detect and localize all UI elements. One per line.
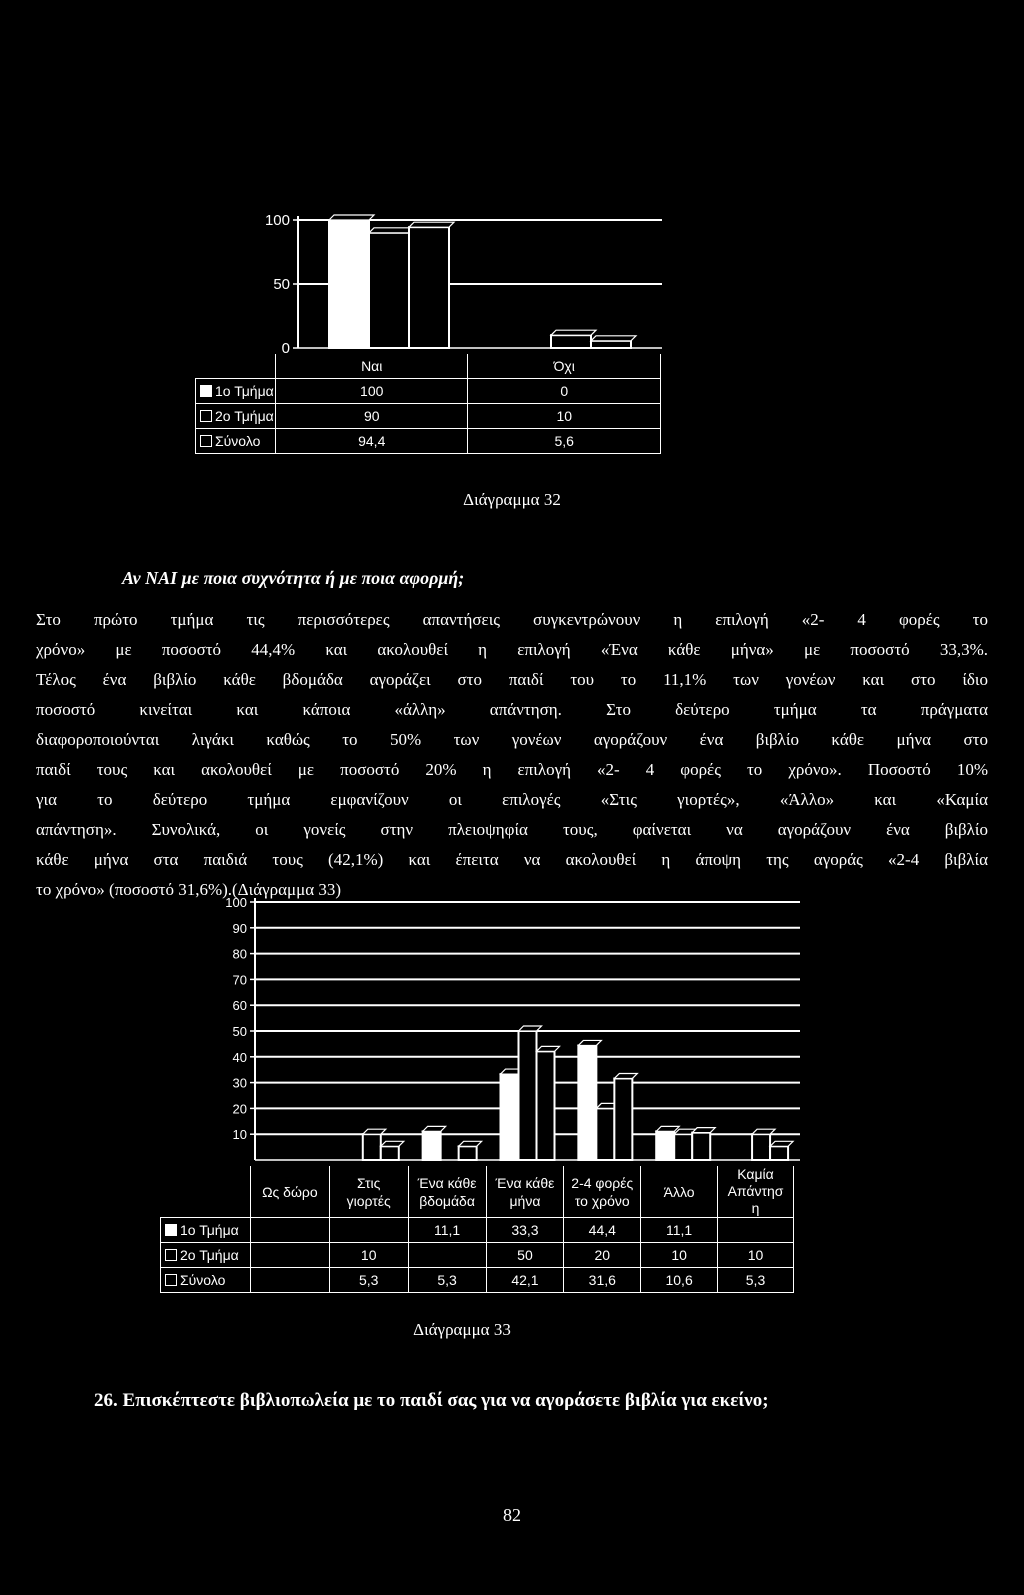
category-label-line: η (751, 1200, 760, 1216)
y-tick-label: 70 (232, 972, 247, 988)
bar (656, 1131, 674, 1160)
bar-top-face (614, 1073, 637, 1078)
bar (596, 1108, 614, 1160)
y-tick-label: 60 (232, 998, 247, 1014)
table-cell: 11,1 (408, 1218, 486, 1243)
subquestion-heading: Αν ΝΑΙ με ποια συχνότητα ή με ποια αφορμή; (122, 568, 465, 588)
y-tick-label: 90 (232, 920, 247, 936)
chart-33-caption: Διάγραμμα 33 (413, 1320, 511, 1339)
bar-top-face (423, 1126, 446, 1131)
table-row (161, 1268, 794, 1293)
series-name: Σύνολο (215, 433, 261, 449)
table-cell (250, 1268, 329, 1293)
paragraph-line: απάντηση». Συνολικά, οι γονείς στην πλειοψηφία τους, φαίνεται να αγοράζουν ένα βιβλίο (36, 820, 988, 839)
bar (674, 1134, 692, 1160)
bar (501, 1074, 519, 1160)
table-cell: 94,4 (275, 429, 468, 454)
series-name: Σύνολο (180, 1272, 226, 1288)
y-tick-label: 100 (225, 895, 247, 910)
bar-top-face (656, 1126, 679, 1131)
category-label-line: Απάντησ (727, 1183, 784, 1199)
table-cell: 10 (641, 1243, 718, 1268)
bar-top-face (770, 1141, 793, 1146)
table-cell: 0 (468, 379, 661, 404)
table-cell: 44,4 (564, 1218, 641, 1243)
bar-top-face (752, 1129, 775, 1134)
bar (692, 1133, 710, 1160)
bar-top-face (537, 1046, 560, 1051)
category-label (329, 1166, 408, 1218)
table-cell: 20 (564, 1243, 641, 1268)
bar-top-face (363, 1129, 386, 1134)
table-cell: 10 (718, 1243, 794, 1268)
chart-33-data-table (160, 1166, 794, 1293)
table-cell (329, 1218, 408, 1243)
paragraph-line: χρόνο» με ποσοστό 44,4% και ακολουθεί η επιλογή «Ένα κάθε μήνα» με ποσοστό 33,3%. (36, 640, 988, 659)
legend-swatch (165, 1249, 177, 1261)
table-cell (718, 1218, 794, 1243)
table-cell: 10 (468, 404, 661, 429)
bar (363, 1134, 381, 1160)
page-number: 82 (503, 1505, 521, 1525)
bar-top-face (692, 1128, 715, 1133)
category-label-line: Ως δώρο (262, 1183, 318, 1200)
category-label-line: 2-4 φορές (571, 1174, 634, 1191)
paragraph-line: ποσοστό κινείται και κάποια «άλλη» απάντηση. Στο δεύτερο τμήμα τα πράγματα (36, 700, 988, 719)
table-cell: 100 (275, 379, 468, 404)
table-cell: 10,6 (641, 1268, 718, 1293)
y-tick-label: 40 (232, 1049, 247, 1065)
category-label-line: Καμία (737, 1166, 774, 1182)
category-label-line: Άλλο (663, 1183, 695, 1200)
paragraph-line: το χρόνο» (ποσοστό 31,6%).(Διάγραμμα 33) (36, 880, 342, 899)
table-cell: 10 (329, 1243, 408, 1268)
bar-top-face (381, 1141, 404, 1146)
table-cell: 33,3 (486, 1218, 564, 1243)
category-label-line: Στις (357, 1174, 381, 1191)
y-tick-label: 10 (232, 1127, 247, 1143)
bar (614, 1078, 632, 1160)
legend-swatch (165, 1274, 177, 1286)
table-cell: 5,3 (718, 1268, 794, 1293)
category-label (641, 1166, 718, 1218)
category-label-line: Ένα κάθε (417, 1174, 477, 1191)
table-cell (250, 1243, 329, 1268)
y-tick-label: 100 (264, 212, 290, 229)
category-label-line: μήνα (509, 1192, 541, 1209)
paragraph-line: κάθε μήνα στα παιδιά τους (42,1%) και έπειτα να ακολουθεί η άποψη της αγοράς «2-4 βιβλία (36, 850, 988, 869)
bar-top-face (578, 1040, 601, 1045)
series-name: 1ο Τμήμα (215, 383, 274, 399)
bar (578, 1045, 596, 1160)
series-name: 2ο Τμήμα (215, 408, 274, 424)
paragraph-line: Τέλος ένα βιβλίο κάθε βδομάδα αγοράζει στο παιδί του το 11,1% των γονέων και στο ίδιο (36, 670, 988, 689)
y-tick-label: 20 (232, 1101, 247, 1117)
y-tick-label: 30 (232, 1075, 247, 1091)
table-cell (250, 1218, 329, 1243)
category-label: Ναι (275, 354, 468, 379)
category-label (408, 1166, 486, 1218)
category-label-line: βδομάδα (419, 1192, 475, 1209)
y-tick-label: 50 (232, 1024, 247, 1039)
category-label-line: το χρόνο (574, 1192, 630, 1209)
category-label-line: Ένα κάθε (495, 1174, 555, 1191)
table-row (161, 1218, 794, 1243)
paragraph-line: παιδί τους και ακολουθεί με ποσοστό 20% η επιλογή «2- 4 φορές το χρόνο». Ποσοστό 10% (36, 760, 988, 779)
paragraph-line: διαφοροποιούνται λιγάκι καθώς το 50% των γονέων αγοράζουν ένα βιβλίο κάθε μήνα στο (36, 730, 988, 749)
bar (459, 1146, 477, 1160)
y-tick-label: 80 (232, 946, 247, 962)
table-cell: 5,3 (329, 1268, 408, 1293)
table-header-row (161, 1166, 794, 1218)
paragraph-line: Στο πρώτο τμήμα τις περισσότερες απαντήσεις συγκεντρώνουν η επιλογή «2- 4 φορές το (36, 610, 988, 629)
bar (423, 1131, 441, 1160)
category-label (250, 1166, 329, 1218)
table-cell: 31,6 (564, 1268, 641, 1293)
bar-top-face (519, 1026, 542, 1031)
legend-swatch (165, 1224, 177, 1236)
table-cell: 90 (275, 404, 468, 429)
table-cell: 50 (486, 1243, 564, 1268)
category-label (564, 1166, 641, 1218)
category-label (486, 1166, 564, 1218)
y-tick-label: 0 (281, 340, 290, 357)
table-cell: 5,3 (408, 1268, 486, 1293)
question-26: 26. Επισκέπτεστε βιβλιοπωλεία με το παιδί σας για να αγοράσετε βιβλία για εκείνο; (94, 1390, 769, 1411)
paragraph-line: για το δεύτερο τμήμα εμφανίζουν οι επιλογές «Στις γιορτές», «Άλλο» και «Καμία (36, 790, 988, 809)
series-name: 2ο Τμήμα (180, 1247, 239, 1263)
chart-32-caption: Διάγραμμα 32 (463, 490, 561, 509)
bar (519, 1031, 537, 1160)
table-cell: 42,1 (486, 1268, 564, 1293)
bar-top-face (459, 1141, 482, 1146)
bar (381, 1146, 399, 1160)
bar (752, 1134, 770, 1160)
table-cell: 5,6 (468, 429, 661, 454)
category-label (718, 1166, 794, 1218)
y-tick-label: 50 (273, 276, 290, 293)
series-name: 1ο Τμήμα (180, 1222, 239, 1238)
bar (770, 1146, 788, 1160)
table-cell: 11,1 (641, 1218, 718, 1243)
table-row (161, 1243, 794, 1268)
bar (537, 1051, 555, 1160)
category-label: Όχι (468, 354, 661, 379)
category-label-line: γιορτές (346, 1192, 391, 1209)
table-cell (408, 1243, 486, 1268)
